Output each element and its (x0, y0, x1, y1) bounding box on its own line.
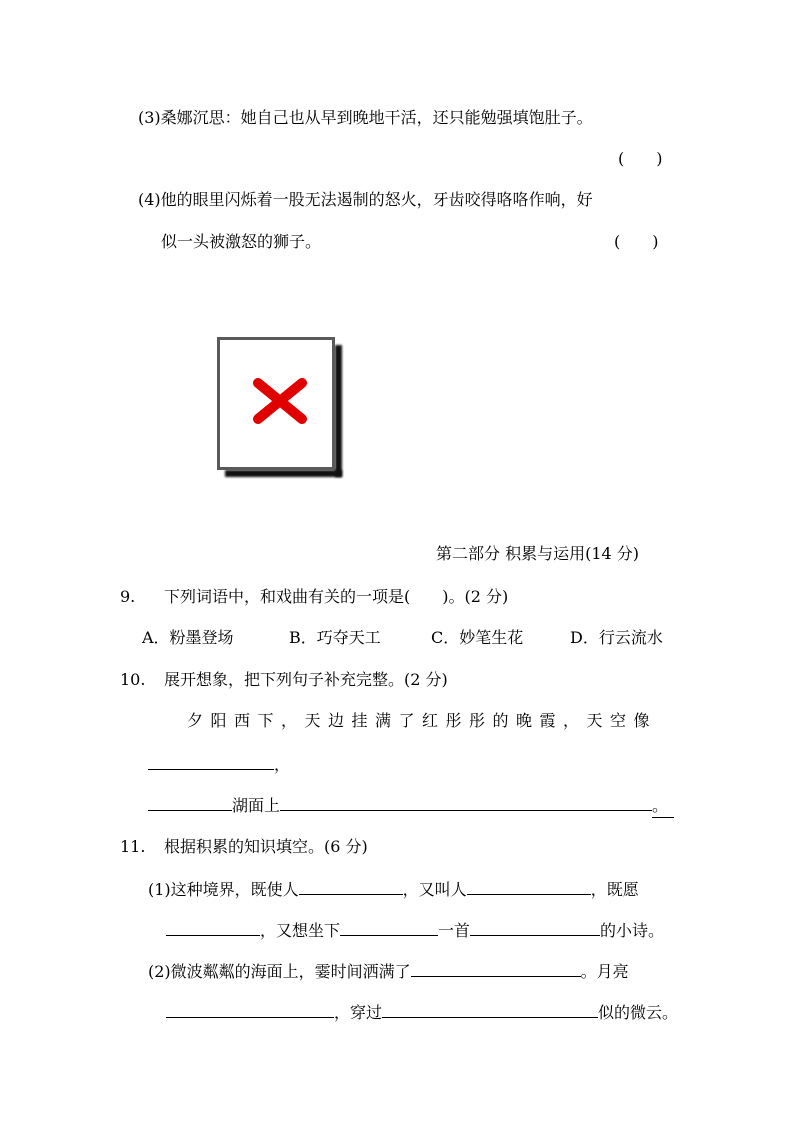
q8-item4-line2: 似一头被激怒的狮子。 (161, 232, 322, 251)
q9-stem: 下列词语中，和戏曲有关的一项是( )。(2 分) (164, 587, 509, 606)
q11-text: ，又想坐下 (260, 921, 341, 940)
q11-stem: 根据积累的知识填空。(6 分) (164, 837, 368, 856)
q10-blank-row2 (148, 793, 674, 818)
q11-text: 的小诗。 (600, 921, 665, 940)
q9-option-b[interactable]: B．巧夺天工 (289, 628, 381, 647)
q11-blank-1[interactable] (299, 877, 403, 895)
q11-text: ，既愿 (590, 880, 639, 899)
q11-item2-row1 (148, 959, 629, 983)
q10-sentence: 夕阳西下，天边挂满了红彤彤的晚霞，天空像 (187, 711, 658, 730)
q11-blank-5[interactable] (470, 918, 600, 936)
q11-blank-6[interactable] (411, 959, 581, 977)
q11-number: 11. (120, 837, 146, 856)
broken-image (217, 337, 342, 477)
q11-text: ，穿过 (334, 1003, 383, 1022)
q11-text: 一首 (438, 921, 471, 940)
q10-number: 10. (120, 670, 146, 689)
q9-option-c[interactable]: C．妙笔生花 (431, 628, 524, 647)
q11-blank-7[interactable] (166, 1000, 334, 1018)
q11-item1-row2 (166, 918, 664, 942)
q10-comma: ， (274, 755, 291, 774)
q9-option-a[interactable]: A．粉墨登场 (142, 628, 234, 647)
q9-option-d[interactable]: D．行云流水 (570, 628, 663, 647)
q8-item4-answer-bracket[interactable]: ( ) (614, 232, 659, 251)
q11-blank-4[interactable] (340, 918, 438, 936)
q10-period: 。 (652, 795, 674, 818)
q11-blank-3[interactable] (166, 918, 260, 936)
q11-text: ，又叫人 (402, 880, 467, 899)
q9-number: 9. (120, 587, 136, 606)
q8-item4-line1: (4)他的眼里闪烁着一股无法遏制的怒火，牙齿咬得咯咯作响，好 (138, 190, 593, 209)
section-title: 第二部分 积累与运用(14 分) (436, 544, 640, 563)
q10-blank-3[interactable] (280, 793, 652, 811)
q11-text: (1)这种境界，既使人 (148, 880, 299, 899)
q10-stem: 展开想象，把下列句子补充完整。(2 分) (164, 670, 448, 689)
q11-item2-row2 (166, 1000, 678, 1024)
image-shadow (225, 470, 342, 477)
q10-blank-2[interactable] (148, 793, 232, 811)
image-shadow (335, 345, 342, 477)
q11-text: 。月亮 (580, 962, 629, 981)
broken-image-icon (252, 377, 308, 425)
q8-item3-answer-bracket[interactable]: ( ) (618, 149, 663, 168)
q11-blank-2[interactable] (467, 877, 591, 895)
q11-blank-8[interactable] (382, 1000, 598, 1018)
q10-lake-text: 湖面上 (232, 796, 281, 815)
q11-text: 似的微云。 (598, 1003, 679, 1022)
q10-blank-row1 (148, 752, 290, 776)
q11-item1-row1 (148, 877, 639, 901)
q10-blank-1[interactable] (148, 752, 274, 770)
q11-text: (2)微波粼粼的海面上，霎时间洒满了 (148, 962, 411, 981)
q8-item3: (3)桑娜沉思：她自己也从早到晚地干活，还只能勉强填饱肚子。 (138, 108, 593, 127)
